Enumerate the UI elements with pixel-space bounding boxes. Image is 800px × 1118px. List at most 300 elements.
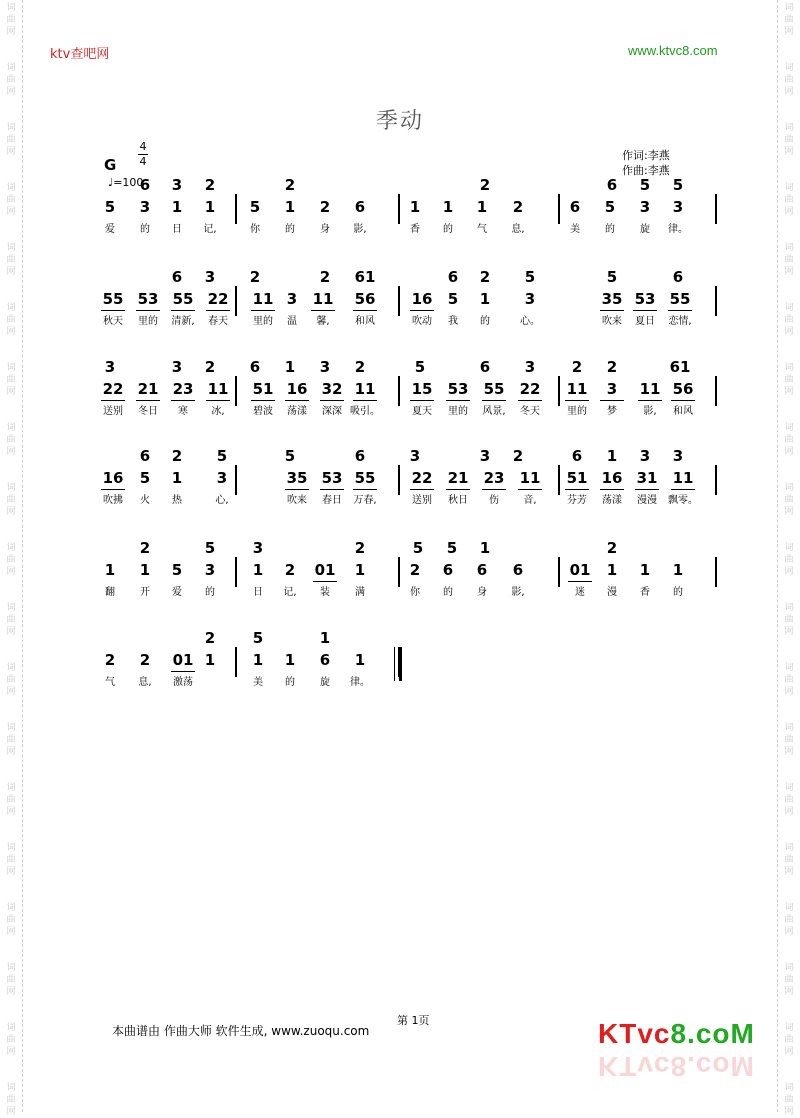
- lyric-syllable: 吹动: [412, 316, 432, 327]
- bar-line: [558, 465, 560, 495]
- melody-note: 16: [601, 469, 623, 487]
- lyric-syllable: 送别: [103, 406, 123, 417]
- lyric-syllable: 身: [477, 587, 487, 598]
- harmony-note: 6: [447, 268, 459, 286]
- lyric-syllable: 音,: [523, 495, 537, 506]
- harmony-note: 1: [606, 447, 618, 465]
- watermark-glyphs: 词 曲 网: [784, 783, 794, 817]
- bar-line: [398, 286, 400, 316]
- melody-note: 1: [204, 198, 216, 216]
- watermark-glyphs: 词 曲 网: [6, 123, 16, 157]
- melody-note: 11: [566, 380, 588, 398]
- beam-underline: [320, 489, 344, 490]
- watermark-glyphs: 词 曲 网: [784, 3, 794, 37]
- watermark-glyphs: 词 曲 网: [6, 723, 16, 757]
- lyric-syllable: 梦: [607, 406, 617, 417]
- lyric-syllable: 心。: [520, 316, 540, 327]
- beam-underline: [482, 489, 506, 490]
- bar-line: [398, 376, 400, 406]
- watermark-glyphs: 词 曲 网: [6, 603, 16, 637]
- site-name-link[interactable]: ktv查吧网: [50, 47, 110, 62]
- melody-note: 1: [409, 198, 421, 216]
- bar-line: [715, 465, 717, 495]
- melody-note: 5: [249, 198, 261, 216]
- harmony-note: 5: [672, 176, 684, 194]
- lyric-syllable: 伤: [489, 495, 499, 506]
- melody-note: 56: [672, 380, 694, 398]
- lyric-syllable: 里的: [567, 406, 587, 417]
- lyric-syllable: 开: [140, 587, 150, 598]
- bar-line: [558, 376, 560, 406]
- harmony-note: 1: [284, 358, 296, 376]
- beam-underline: [285, 489, 309, 490]
- melody-note: 2: [104, 651, 116, 669]
- watermark-glyphs: 词 曲 网: [6, 1083, 16, 1117]
- watermark-glyphs: 词 曲 网: [784, 963, 794, 997]
- beam-underline: [446, 400, 470, 401]
- lyric-syllable: 的: [285, 677, 295, 688]
- melody-note: 1: [639, 561, 651, 579]
- beam-underline: [311, 310, 335, 311]
- harmony-note: 5: [412, 539, 424, 557]
- lyric-syllable: 气: [477, 224, 487, 235]
- lyric-syllable: 里的: [448, 406, 468, 417]
- melody-note: 1: [139, 561, 151, 579]
- harmony-note: 3: [204, 268, 216, 286]
- lyric-syllable: 深深: [322, 406, 342, 417]
- beam-underline: [320, 400, 344, 401]
- bar-line: [398, 465, 400, 495]
- watermark-glyphs: 词 曲 网: [784, 123, 794, 157]
- harmony-note: 2: [319, 268, 331, 286]
- melody-note: 1: [442, 198, 454, 216]
- beam-underline: [101, 310, 125, 311]
- harmony-note: 5: [446, 539, 458, 557]
- lyric-syllable: 气: [105, 677, 115, 688]
- melody-note: 11: [672, 469, 694, 487]
- lyric-syllable: 日: [172, 224, 182, 235]
- watermark-glyphs: 词 曲 网: [784, 483, 794, 517]
- melody-note: 55: [669, 290, 691, 308]
- watermark-glyphs: 词 曲 网: [784, 243, 794, 277]
- watermark-glyphs: 词 曲 网: [6, 63, 16, 97]
- lyric-syllable: 日: [253, 587, 263, 598]
- melody-note: 2: [409, 561, 421, 579]
- melody-note: 11: [354, 380, 376, 398]
- harmony-note: 2: [354, 358, 366, 376]
- logo-part-2: 8.coM: [670, 1018, 755, 1049]
- melody-note: 2: [139, 651, 151, 669]
- melody-note: 01: [569, 561, 591, 579]
- beam-underline: [600, 400, 624, 401]
- lyric-syllable: 美: [253, 677, 263, 688]
- logo-reflection-part-1: KTvc: [598, 1051, 671, 1082]
- beam-underline: [101, 400, 125, 401]
- watermark-glyphs: 词 曲 网: [784, 663, 794, 697]
- beam-underline: [353, 400, 377, 401]
- lyric-syllable: 爱: [105, 224, 115, 235]
- lyric-syllable: 吹来: [602, 316, 622, 327]
- melody-note: 01: [314, 561, 336, 579]
- melody-note: 1: [284, 198, 296, 216]
- lyric-syllable: 律。: [668, 224, 688, 235]
- lyric-syllable: 冬日: [138, 406, 158, 417]
- beam-underline: [518, 400, 542, 401]
- melody-note: 3: [139, 198, 151, 216]
- harmony-note: 5: [284, 447, 296, 465]
- melody-note: 11: [639, 380, 661, 398]
- beam-underline: [171, 400, 195, 401]
- harmony-note: 5: [216, 447, 228, 465]
- melody-note: 3: [639, 198, 651, 216]
- lyric-syllable: 荡漾: [602, 495, 622, 506]
- beam-underline: [101, 489, 125, 490]
- melody-note: 32: [321, 380, 343, 398]
- melody-note: 22: [411, 469, 433, 487]
- lyric-syllable: 的: [673, 587, 683, 598]
- lyric-syllable: 影,: [353, 224, 367, 235]
- lyric-syllable: 春日: [322, 495, 342, 506]
- lyric-syllable: 漫: [607, 587, 617, 598]
- watermark-glyphs: 词 曲 网: [6, 303, 16, 337]
- harmony-note: 2: [479, 268, 491, 286]
- lyric-syllable: 激荡: [173, 677, 193, 688]
- lyric-syllable: 和风: [673, 406, 693, 417]
- melody-note: 51: [566, 469, 588, 487]
- beam-underline: [171, 310, 195, 311]
- lyric-syllable: 装: [320, 587, 330, 598]
- melody-note: 22: [207, 290, 229, 308]
- beam-underline: [206, 400, 230, 401]
- bar-line: [235, 647, 237, 677]
- melody-note: 2: [319, 198, 331, 216]
- beam-underline: [635, 489, 659, 490]
- watermark-glyphs: 词 曲 网: [784, 903, 794, 937]
- harmony-note: 3: [171, 176, 183, 194]
- harmony-note: 3: [104, 358, 116, 376]
- beam-underline: [600, 489, 624, 490]
- melody-note: 55: [354, 469, 376, 487]
- lyric-syllable: 馨,: [316, 316, 330, 327]
- lyric-syllable: 冰,: [211, 406, 225, 417]
- melody-note: 6: [354, 198, 366, 216]
- melody-note: 5: [604, 198, 616, 216]
- beam-underline: [565, 489, 589, 490]
- logo-part-1: KTvc: [598, 1018, 671, 1049]
- melody-note: 53: [634, 290, 656, 308]
- harmony-note: 2: [571, 358, 583, 376]
- harmony-note: 61: [669, 358, 691, 376]
- lyric-syllable: 夏日: [635, 316, 655, 327]
- watermark-glyphs: 词 曲 网: [6, 243, 16, 277]
- melody-note: 1: [479, 290, 491, 308]
- beam-underline: [446, 489, 470, 490]
- melody-note: 1: [252, 561, 264, 579]
- harmony-note: 3: [639, 447, 651, 465]
- melody-note: 23: [483, 469, 505, 487]
- lyric-syllable: 里的: [253, 316, 273, 327]
- melody-note: 53: [447, 380, 469, 398]
- harmony-note: 6: [249, 358, 261, 376]
- watermark-glyphs: 词 曲 网: [6, 783, 16, 817]
- footer-credit: 本曲谱由 作曲大师 软件生成, www.zuoqu.com: [112, 1024, 370, 1038]
- harmony-note: 2: [204, 176, 216, 194]
- site-url-link[interactable]: www.ktvc8.com: [628, 43, 718, 58]
- melody-note: 6: [512, 561, 524, 579]
- harmony-note: 6: [479, 358, 491, 376]
- lyric-syllable: 影,: [643, 406, 657, 417]
- melody-note: 55: [483, 380, 505, 398]
- lyric-syllable: 飘零。: [668, 495, 698, 506]
- lyric-syllable: 芬芳: [567, 495, 587, 506]
- lyric-syllable: 冬天: [520, 406, 540, 417]
- watermark-glyphs: 词 曲 网: [784, 363, 794, 397]
- lyric-syllable: 的: [443, 224, 453, 235]
- beam-underline: [671, 489, 695, 490]
- harmony-note: 2: [606, 358, 618, 376]
- melody-note: 6: [476, 561, 488, 579]
- lyric-syllable: 热: [172, 495, 182, 506]
- harmony-note: 2: [204, 358, 216, 376]
- lyric-syllable: 记,: [283, 587, 297, 598]
- melody-note: 11: [312, 290, 334, 308]
- harmony-note: 3: [171, 358, 183, 376]
- melody-note: 21: [137, 380, 159, 398]
- beam-underline: [353, 310, 377, 311]
- melody-note: 3: [286, 290, 298, 308]
- melody-note: 22: [102, 380, 124, 398]
- watermark-glyphs: 词 曲 网: [784, 543, 794, 577]
- lyric-syllable: 和风: [355, 316, 375, 327]
- melody-note: 31: [636, 469, 658, 487]
- watermark-glyphs: 词 曲 网: [784, 1083, 794, 1117]
- bar-line: [235, 465, 237, 495]
- watermark-glyphs: 词 曲 网: [784, 63, 794, 97]
- lyric-syllable: 你: [410, 587, 420, 598]
- melody-note: 21: [447, 469, 469, 487]
- watermark-glyphs: 词 曲 网: [6, 543, 16, 577]
- harmony-note: 5: [639, 176, 651, 194]
- harmony-note: 5: [414, 358, 426, 376]
- bar-line: [235, 557, 237, 587]
- bar-line: [558, 194, 560, 224]
- beam-underline: [251, 400, 275, 401]
- song-title: 季动: [375, 109, 424, 134]
- lyric-syllable: 迷: [575, 587, 585, 598]
- harmony-note: 1: [479, 539, 491, 557]
- bar-line: [715, 286, 717, 316]
- melody-note: 3: [672, 198, 684, 216]
- melody-note: 11: [519, 469, 541, 487]
- beam-underline: [633, 310, 657, 311]
- logo-reflection: [598, 1050, 755, 1082]
- lyric-syllable: 万春,: [353, 495, 377, 506]
- lyric-syllable: 美: [570, 224, 580, 235]
- melody-note: 55: [172, 290, 194, 308]
- watermark-glyphs: 词 曲 网: [784, 723, 794, 757]
- harmony-note: 6: [139, 176, 151, 194]
- watermark-glyphs: 词 曲 网: [6, 903, 16, 937]
- harmony-note: 3: [409, 447, 421, 465]
- lyric-syllable: 碧波: [253, 406, 273, 417]
- melody-note: 16: [411, 290, 433, 308]
- melody-note: 1: [354, 651, 366, 669]
- logo-reflection-part-2: 8.coM: [670, 1051, 755, 1082]
- melody-note: 5: [139, 469, 151, 487]
- harmony-note: 5: [204, 539, 216, 557]
- watermark-glyphs: 词 曲 网: [6, 183, 16, 217]
- lyric-syllable: 律。: [350, 677, 370, 688]
- melody-note: 35: [601, 290, 623, 308]
- lyric-syllable: 息,: [511, 224, 525, 235]
- lyric-syllable: 吹来: [287, 495, 307, 506]
- lyric-syllable: 风景,: [482, 406, 506, 417]
- harmony-note: 6: [606, 176, 618, 194]
- melody-note: 01: [172, 651, 194, 669]
- beam-underline: [353, 489, 377, 490]
- melody-note: 3: [606, 380, 618, 398]
- lyric-syllable: 秋天: [103, 316, 123, 327]
- page-number: 第 1页: [397, 1014, 430, 1027]
- melody-note: 15: [411, 380, 433, 398]
- melody-note: 23: [172, 380, 194, 398]
- time-sig-top: 4: [139, 140, 147, 153]
- melody-note: 55: [102, 290, 124, 308]
- watermark-glyphs: 词 曲 网: [6, 3, 16, 37]
- lyric-syllable: 吹拂: [103, 495, 123, 506]
- watermark-glyphs: 词 曲 网: [784, 423, 794, 457]
- beam-underline: [136, 400, 160, 401]
- bar-line: [235, 376, 237, 406]
- lyric-syllable: 温: [287, 316, 297, 327]
- lyric-syllable: 寒: [178, 406, 188, 417]
- lyric-syllable: 的: [205, 587, 215, 598]
- melody-note: 6: [442, 561, 454, 579]
- final-bar-line: [394, 647, 395, 681]
- melody-note: 22: [519, 380, 541, 398]
- bar-line: [558, 557, 560, 587]
- melody-note: 5: [171, 561, 183, 579]
- lyric-syllable: 记,: [203, 224, 217, 235]
- lyric-syllable: 旋: [640, 224, 650, 235]
- melody-note: 1: [284, 651, 296, 669]
- melody-note: 5: [104, 198, 116, 216]
- lyric-syllable: 清新,: [171, 316, 195, 327]
- harmony-note: 6: [171, 268, 183, 286]
- beam-underline: [568, 581, 592, 582]
- beam-underline: [206, 310, 230, 311]
- watermark-glyphs: 词 曲 网: [784, 843, 794, 877]
- harmony-note: 3: [319, 358, 331, 376]
- ktvc8-logo: [598, 1018, 755, 1050]
- bar-line: [715, 194, 717, 224]
- harmony-note: 2: [284, 176, 296, 194]
- melody-note: 56: [354, 290, 376, 308]
- watermark-glyphs: 词 曲 网: [6, 843, 16, 877]
- beam-underline: [410, 400, 434, 401]
- watermark-glyphs: 词 曲 网: [6, 663, 16, 697]
- melody-note: 2: [512, 198, 524, 216]
- melody-note: 11: [207, 380, 229, 398]
- melody-note: 1: [354, 561, 366, 579]
- lyric-syllable: 爱: [172, 587, 182, 598]
- beam-underline: [410, 310, 434, 311]
- harmony-note: 61: [354, 268, 376, 286]
- bar-line: [235, 286, 237, 316]
- melody-note: 1: [171, 469, 183, 487]
- beam-underline: [410, 489, 434, 490]
- beam-underline: [668, 310, 692, 311]
- lyric-syllable: 我: [448, 316, 458, 327]
- watermark-glyphs: 词 曲 网: [6, 1023, 16, 1057]
- watermark-glyphs: 词 曲 网: [6, 363, 16, 397]
- lyric-syllable: 的: [285, 224, 295, 235]
- harmony-note: 2: [204, 629, 216, 647]
- lyric-syllable: 的: [605, 224, 615, 235]
- melody-note: 3: [216, 469, 228, 487]
- lyric-syllable: 火: [140, 495, 150, 506]
- bar-line: [398, 557, 400, 587]
- harmony-note: 3: [479, 447, 491, 465]
- melody-note: 11: [252, 290, 274, 308]
- beam-underline: [565, 400, 589, 401]
- lyric-syllable: 身: [320, 224, 330, 235]
- beam-underline: [671, 400, 695, 401]
- melody-note: 6: [319, 651, 331, 669]
- harmony-note: 5: [252, 629, 264, 647]
- lyric-syllable: 的: [480, 316, 490, 327]
- harmony-note: 2: [139, 539, 151, 557]
- harmony-note: 2: [249, 268, 261, 286]
- composer-label: 作曲:李燕: [622, 164, 670, 177]
- harmony-note: 3: [524, 358, 536, 376]
- lyric-syllable: 香: [640, 587, 650, 598]
- harmony-note: 3: [252, 539, 264, 557]
- harmony-note: 2: [171, 447, 183, 465]
- beam-underline: [285, 400, 309, 401]
- beam-underline: [600, 310, 624, 311]
- melody-note: 1: [252, 651, 264, 669]
- lyric-syllable: 你: [250, 224, 260, 235]
- lyric-syllable: 送别: [412, 495, 432, 506]
- harmony-note: 6: [571, 447, 583, 465]
- lyric-syllable: 翻: [105, 587, 115, 598]
- melody-note: 6: [569, 198, 581, 216]
- lyric-syllable: 夏天: [412, 406, 432, 417]
- harmony-note: 1: [319, 629, 331, 647]
- beam-underline: [518, 489, 542, 490]
- key-signature: G: [104, 156, 117, 174]
- watermark-glyphs: 词 曲 网: [6, 423, 16, 457]
- lyric-syllable: 满: [355, 587, 365, 598]
- lyric-syllable: 漫漫: [637, 495, 657, 506]
- lyric-syllable: 香: [410, 224, 420, 235]
- melody-note: 16: [286, 380, 308, 398]
- harmony-note: 6: [354, 447, 366, 465]
- melody-note: 1: [104, 561, 116, 579]
- lyric-syllable: 吸引。: [350, 406, 380, 417]
- melody-note: 53: [321, 469, 343, 487]
- harmony-note: 2: [354, 539, 366, 557]
- harmony-note: 5: [606, 268, 618, 286]
- lyric-syllable: 的: [140, 224, 150, 235]
- beam-underline: [313, 581, 337, 582]
- harmony-note: 6: [139, 447, 151, 465]
- lyric-syllable: 荡漾: [287, 406, 307, 417]
- beam-underline: [251, 310, 275, 311]
- melody-note: 16: [102, 469, 124, 487]
- lyric-syllable: 心,: [215, 495, 229, 506]
